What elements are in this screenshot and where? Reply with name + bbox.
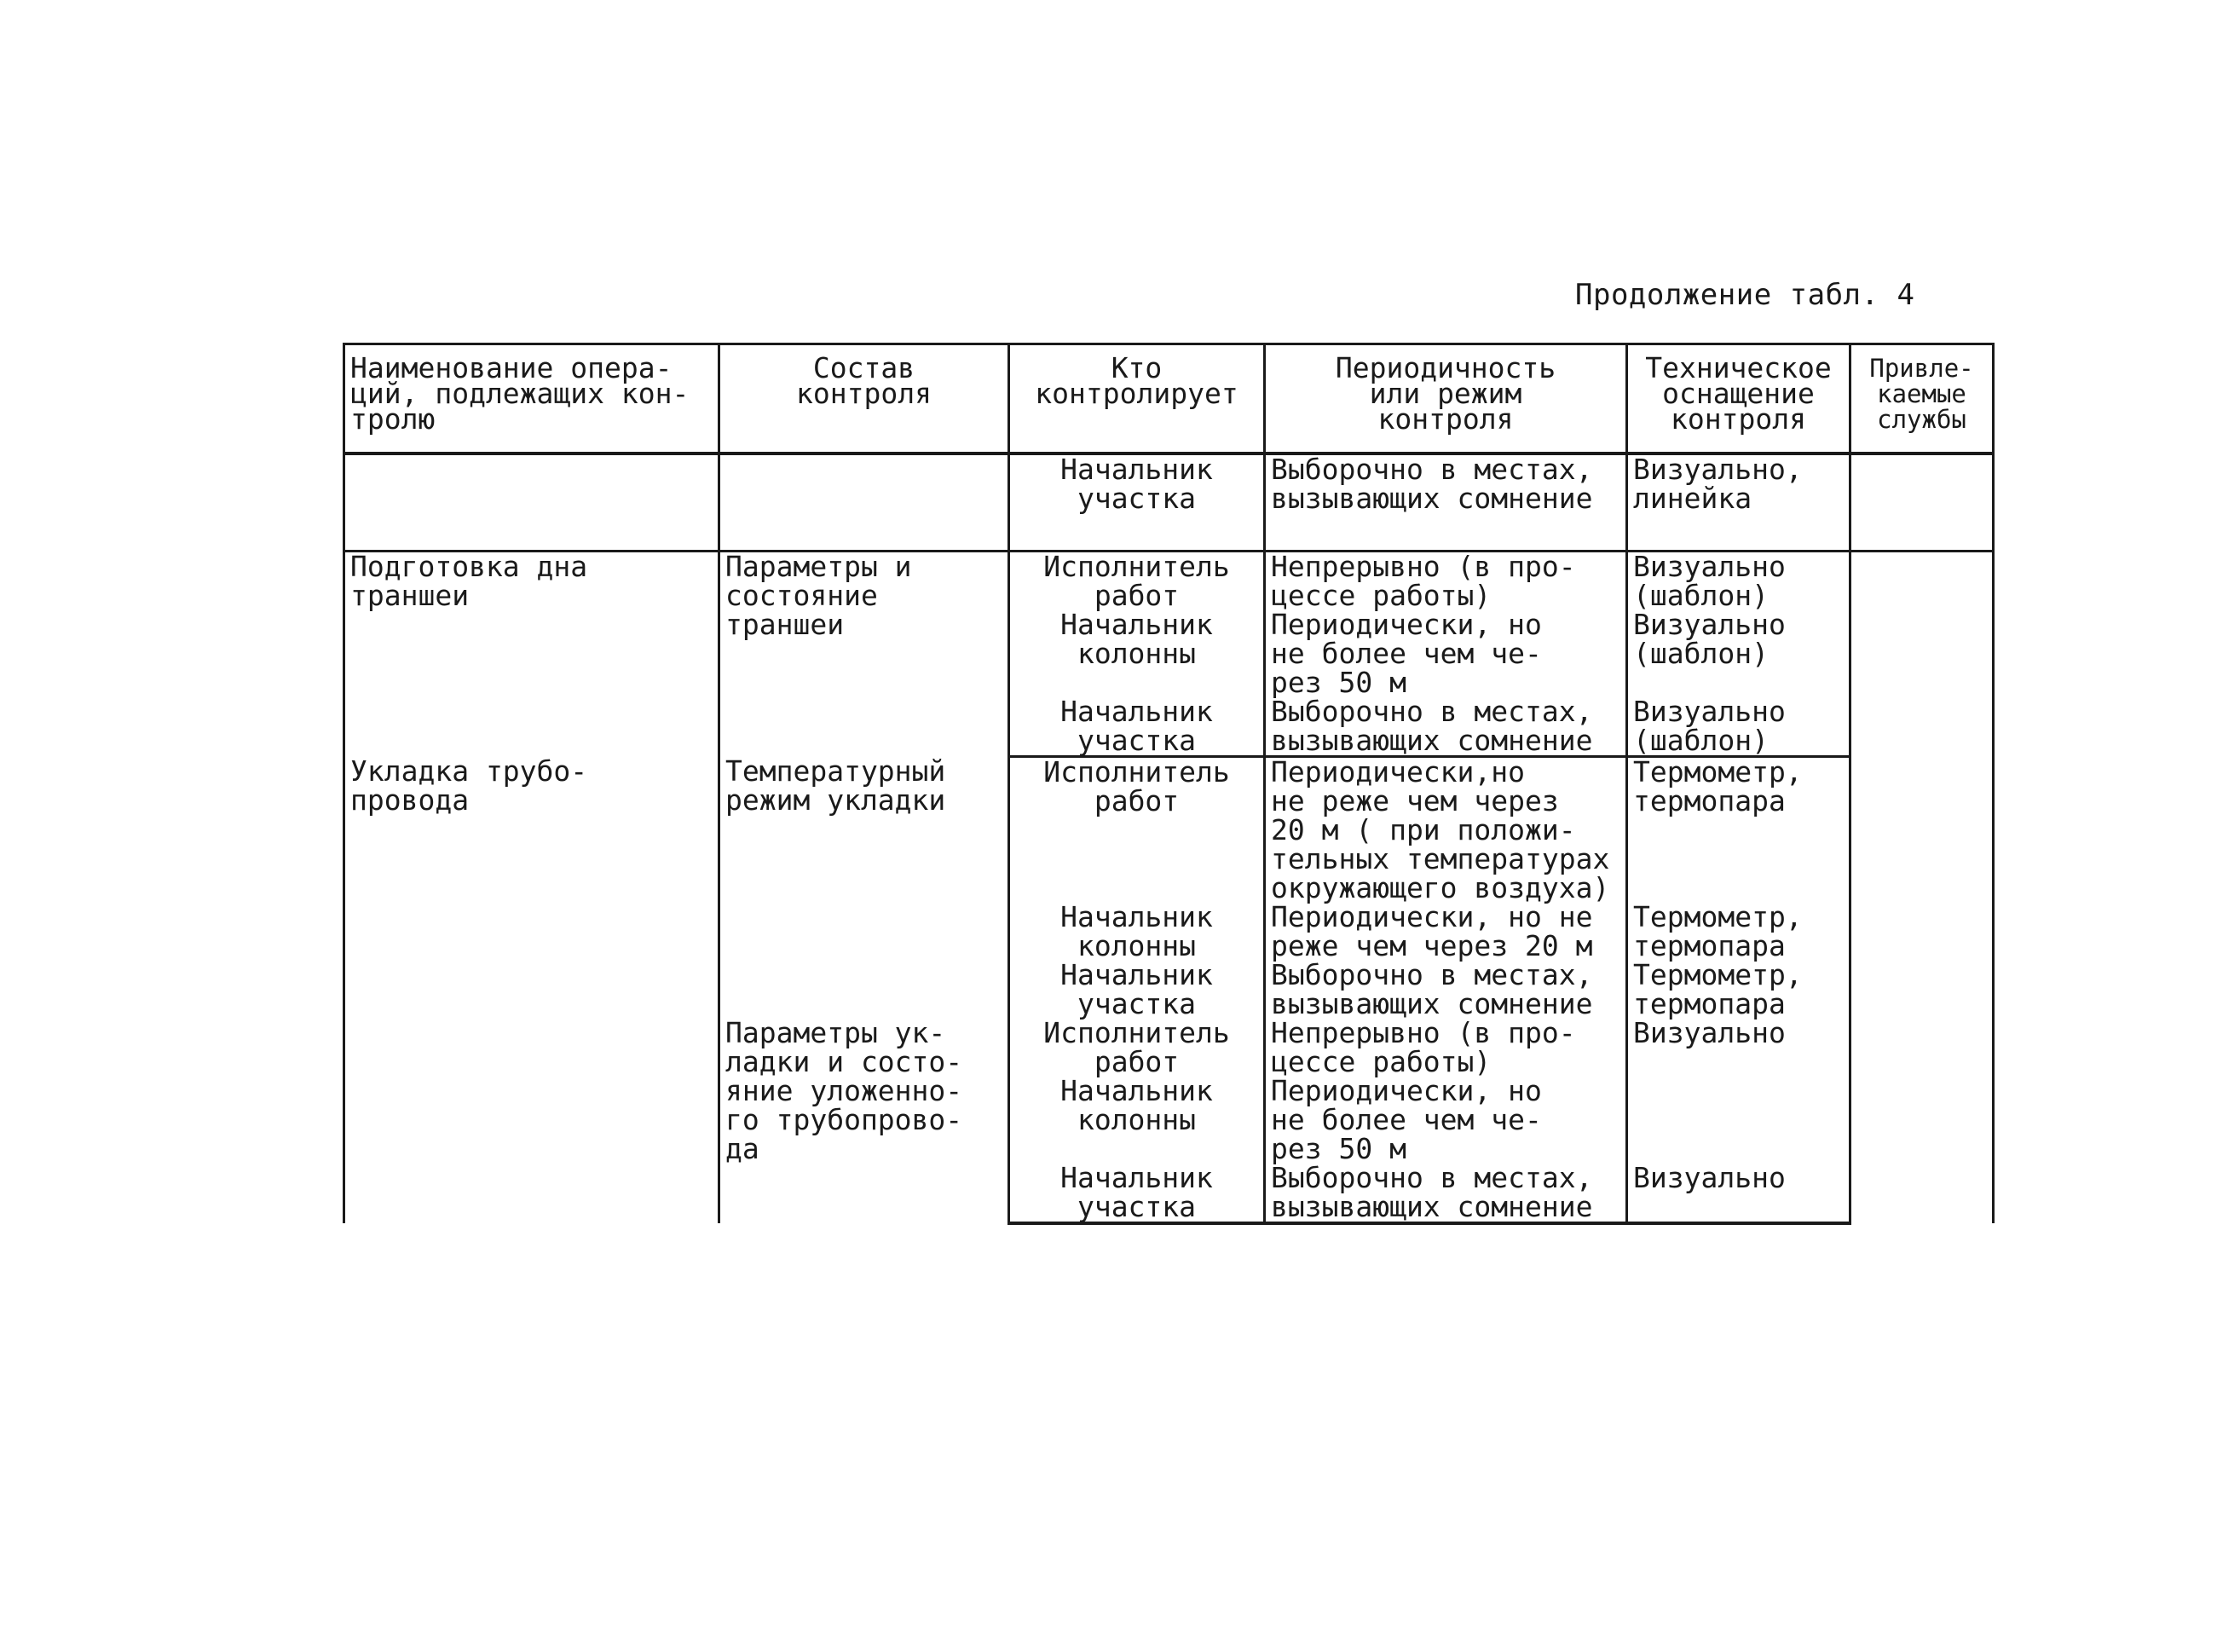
cell-period: Периодически, но не реже чем через 20 м [1265, 903, 1627, 961]
cell-equipment: Визуально [1627, 1019, 1850, 1077]
cell-operation [344, 453, 719, 552]
header-operation: Наименование опера- ций, подлежащих кон- тролю [344, 344, 719, 453]
header-who: Кто контролирует [1009, 344, 1265, 453]
cell-equipment: Термометр, термопара [1627, 961, 1850, 1019]
cell-period: Непрерывно (в про- цессе работы) [1265, 552, 1627, 611]
cell-period: Выборочно в местах, вызывающих сомнение [1265, 1164, 1627, 1223]
cell-who: Начальник колонны [1009, 903, 1265, 961]
cell-who: Исполнитель работ [1009, 757, 1265, 904]
cell-composition: Параметры ук- ладки и состо- яние уложенно- го трубопрово- да [719, 1019, 1009, 1223]
cell-operation: Подготовка дна траншеи [344, 552, 719, 757]
cell-who: Исполнитель работ [1009, 1019, 1265, 1077]
table-caption: Продолжение табл. 4 [1575, 278, 1915, 312]
cell-period: Непрерывно (в про- цессе работы) [1265, 1019, 1627, 1077]
cell-who: Начальник участка [1009, 697, 1265, 757]
control-table [343, 343, 1995, 1225]
header-period: Периодичность или режим контроля [1265, 344, 1627, 453]
header-composition: Состав контроля [719, 344, 1009, 453]
cell-composition: Температурный режим укладки [719, 757, 1009, 1020]
table-row [344, 552, 1994, 611]
cell-who: Начальник участка [1009, 961, 1265, 1019]
cell-period: Периодически, но не более чем че- рез 50 м [1265, 610, 1627, 697]
cell-period: Выборочно в местах, вызывающих сомнение [1265, 453, 1627, 552]
cell-composition: Параметры и состояние траншеи [719, 552, 1009, 757]
cell-services [1850, 552, 1994, 757]
cell-equipment: Визуально (шаблон) [1627, 697, 1850, 757]
cell-period: Выборочно в местах, вызывающих сомнение [1265, 697, 1627, 757]
table-row [344, 757, 1994, 904]
cell-equipment: Визуально (шаблон) [1627, 552, 1850, 611]
cell-who: Начальник участка [1009, 1164, 1265, 1223]
cell-equipment: Термометр, термопара [1627, 757, 1850, 904]
cell-period: Периодически,но не реже чем через 20 м ( при положи- тельных температурах окружающего воздуха) [1265, 757, 1627, 904]
cell-equipment: Визуально (шаблон) [1627, 610, 1850, 697]
cell-services [1850, 757, 1994, 1224]
cell-equipment [1627, 1077, 1850, 1164]
cell-period: Периодически, но не более чем че- рез 50 м [1265, 1077, 1627, 1164]
cell-services [1850, 453, 1994, 552]
header-services: Привле- каемые службы [1850, 344, 1994, 453]
cell-equipment: Визуально [1627, 1164, 1850, 1223]
cell-who: Начальник колонны [1009, 1077, 1265, 1164]
cell-composition [719, 453, 1009, 552]
header-equipment: Техническое оснащение контроля [1627, 344, 1850, 453]
table-header-row [344, 344, 1994, 453]
cell-who: Начальник участка [1009, 453, 1265, 552]
cell-period: Выборочно в местах, вызывающих сомнение [1265, 961, 1627, 1019]
cell-equipment: Термометр, термопара [1627, 903, 1850, 961]
cell-who: Исполнитель работ [1009, 552, 1265, 611]
cell-who: Начальник колонны [1009, 610, 1265, 697]
table-row [344, 453, 1994, 552]
cell-equipment: Визуально, линейка [1627, 453, 1850, 552]
cell-operation: Укладка трубо- провода [344, 757, 719, 1224]
